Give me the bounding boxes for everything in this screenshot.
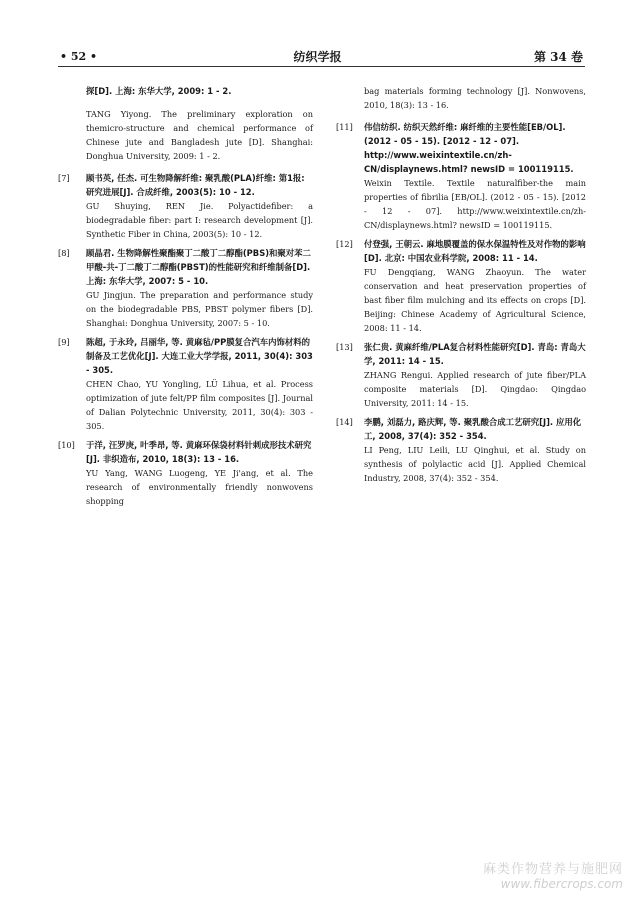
reference-zh: 张仁贵. 黄麻纤维/PLA复合材料性能研究[D]. 青岛: 青岛大学, 2011: 14 - 15. — [364, 342, 586, 367]
right-column — [336, 76, 586, 490]
reference-en: GU Shuying, REN Jie. Polyactidefiber: a biodegradable fiber: part I: research development [J]. Synthetic Fiber in China, 2003(5): 10 - 12. — [86, 200, 313, 239]
reference-number: [8] — [58, 247, 70, 258]
watermark-name: 麻类作物营养与施肥网 — [482, 862, 623, 877]
reference-number: [9] — [58, 336, 70, 347]
reference-zh: 李鹏, 刘磊力, 路庆辉, 等. 聚乳酸合成工艺研究[J]. 应用化工, 2008, 37(4): 352 - 354. — [364, 417, 582, 442]
reference-number: [11] — [336, 122, 353, 133]
reference-item — [58, 246, 313, 330]
reference-item — [336, 120, 586, 232]
watermark — [483, 858, 623, 891]
page-number: • 52 • — [60, 50, 98, 63]
reference-item — [336, 340, 586, 410]
continued-reference — [58, 84, 313, 162]
reference-en: YU Yang, WANG Luogeng, YE Ji'ang, et al. The research of environmentally friendly nonwovens shopping — [86, 467, 313, 506]
journal-title: 纺织学报 — [293, 50, 342, 64]
reference-en: TANG Yiyong. The preliminary exploration on themicro-structure and chemical performance of Chinese jute and Bangladesh jute [D]. Shanghai: Donghua University, 2009: 1 - 2. — [86, 108, 313, 161]
reference-zh: 陈超, 于永玲, 吕丽华, 等. 黄麻毡/PP膜复合汽车内饰材料的制备及工艺优化[J]. 大连工业大学学报, 2011, 30(4): 303 - 305. — [86, 336, 313, 375]
watermark-url: www.fibercrops.com — [500, 877, 623, 891]
volume-label: 第 34 卷 — [533, 50, 583, 64]
reference-number: [7] — [58, 172, 70, 183]
continued-reference — [336, 84, 586, 112]
reference-zh: 顾书英, 任杰. 可生物降解纤维: 聚乳酸(PLA)纤维: 第1报: 研究进展[J]. 合成纤维, 2003(5): 10 - 12. — [86, 172, 305, 197]
reference-number: [10] — [58, 439, 75, 450]
reference-number: [12] — [336, 239, 353, 250]
reference-item — [58, 171, 313, 241]
reference-en: FU Dengqiang, WANG Zhaoyun. The water conservation and heat preservation properties of bast fiber film mulching and its effects on crops [D]. Beijing: Chinese Academy of Agricultural Science, 2008: 11 - 14. — [364, 267, 586, 334]
reference-number: [13] — [336, 342, 353, 353]
reference-item — [58, 438, 313, 508]
header-rule — [58, 66, 585, 67]
reference-en: GU Jingjun. The preparation and performance study on the biodegradable PBS, PBST polymer fibers [D]. Shanghai: Donghua University, 2007: 5 - 10. — [86, 289, 313, 328]
reference-zh: 付登强, 王朝云. 麻地膜覆盖的保水保温特性及对作物的影响[D]. 北京: 中国农业科学院, 2008: 11 - 14. — [364, 239, 586, 264]
reference-number: [14] — [336, 417, 353, 428]
reference-en: Weixin Textile. Textile naturalfiber-the main properties of fibrilia [EB/OL]. (2012 - 05 - 15). [2012 - 12 - 07]. http://www.weixintextile.cn/zh-CN/displaynews.html? newsID = 100119115. — [364, 178, 586, 231]
reference-en: LI Peng, LIU Leili, LU Qinghui, et al. Study on synthesis of polylactic acid [J]. Applied Chemical Industry, 2008, 37(4): 352 - 354. — [364, 445, 586, 484]
reference-item — [58, 335, 313, 433]
reference-zh: 探[D]. 上海: 东华大学, 2009: 1 - 2. — [86, 86, 232, 97]
reference-item — [336, 237, 586, 335]
reference-en: CHEN Chao, YU Yongling, LÜ Lihua, et al. Process optimization of jute felt/PP film composites [J]. Journal of Dalian Polytechnic University, 2011, 30(4): 303 - 305. — [86, 378, 313, 431]
reference-zh: 顾晶君. 生物降解性聚酯聚丁二酸丁二醇酯(PBS)和聚对苯二甲酸-共-丁二酸丁二醇酯(PBST)的性能研究和纤维制备[D]. 上海: 东华大学, 2007: 5 - 10. — [86, 247, 311, 286]
reference-en: ZHANG Rengui. Applied research of jute fiber/PLA composite materials [D]. Qingdao: Qingdao University, 2011: 14 - 15. — [364, 370, 586, 409]
reference-en: bag materials forming technology [J]. Nonwovens, 2010, 18(3): 13 - 16. — [364, 86, 586, 111]
left-column — [58, 76, 313, 513]
reference-zh: 于洋, 汪罗庚, 叶季昂, 等. 黄麻环保袋材料针刺成形技术研究[J]. 非织造布, 2010, 18(3): 13 - 16. — [86, 439, 312, 464]
reference-zh: 伟信纺织. 纺织天然纤维: 麻纤维的主要性能[EB/OL]. (2012 - 05 - 15). [2012 - 12 - 07]. http://www.weixintextile.cn/zh-CN/displaynews.html? newsID = 100119115. — [364, 122, 574, 175]
reference-item — [336, 415, 586, 485]
